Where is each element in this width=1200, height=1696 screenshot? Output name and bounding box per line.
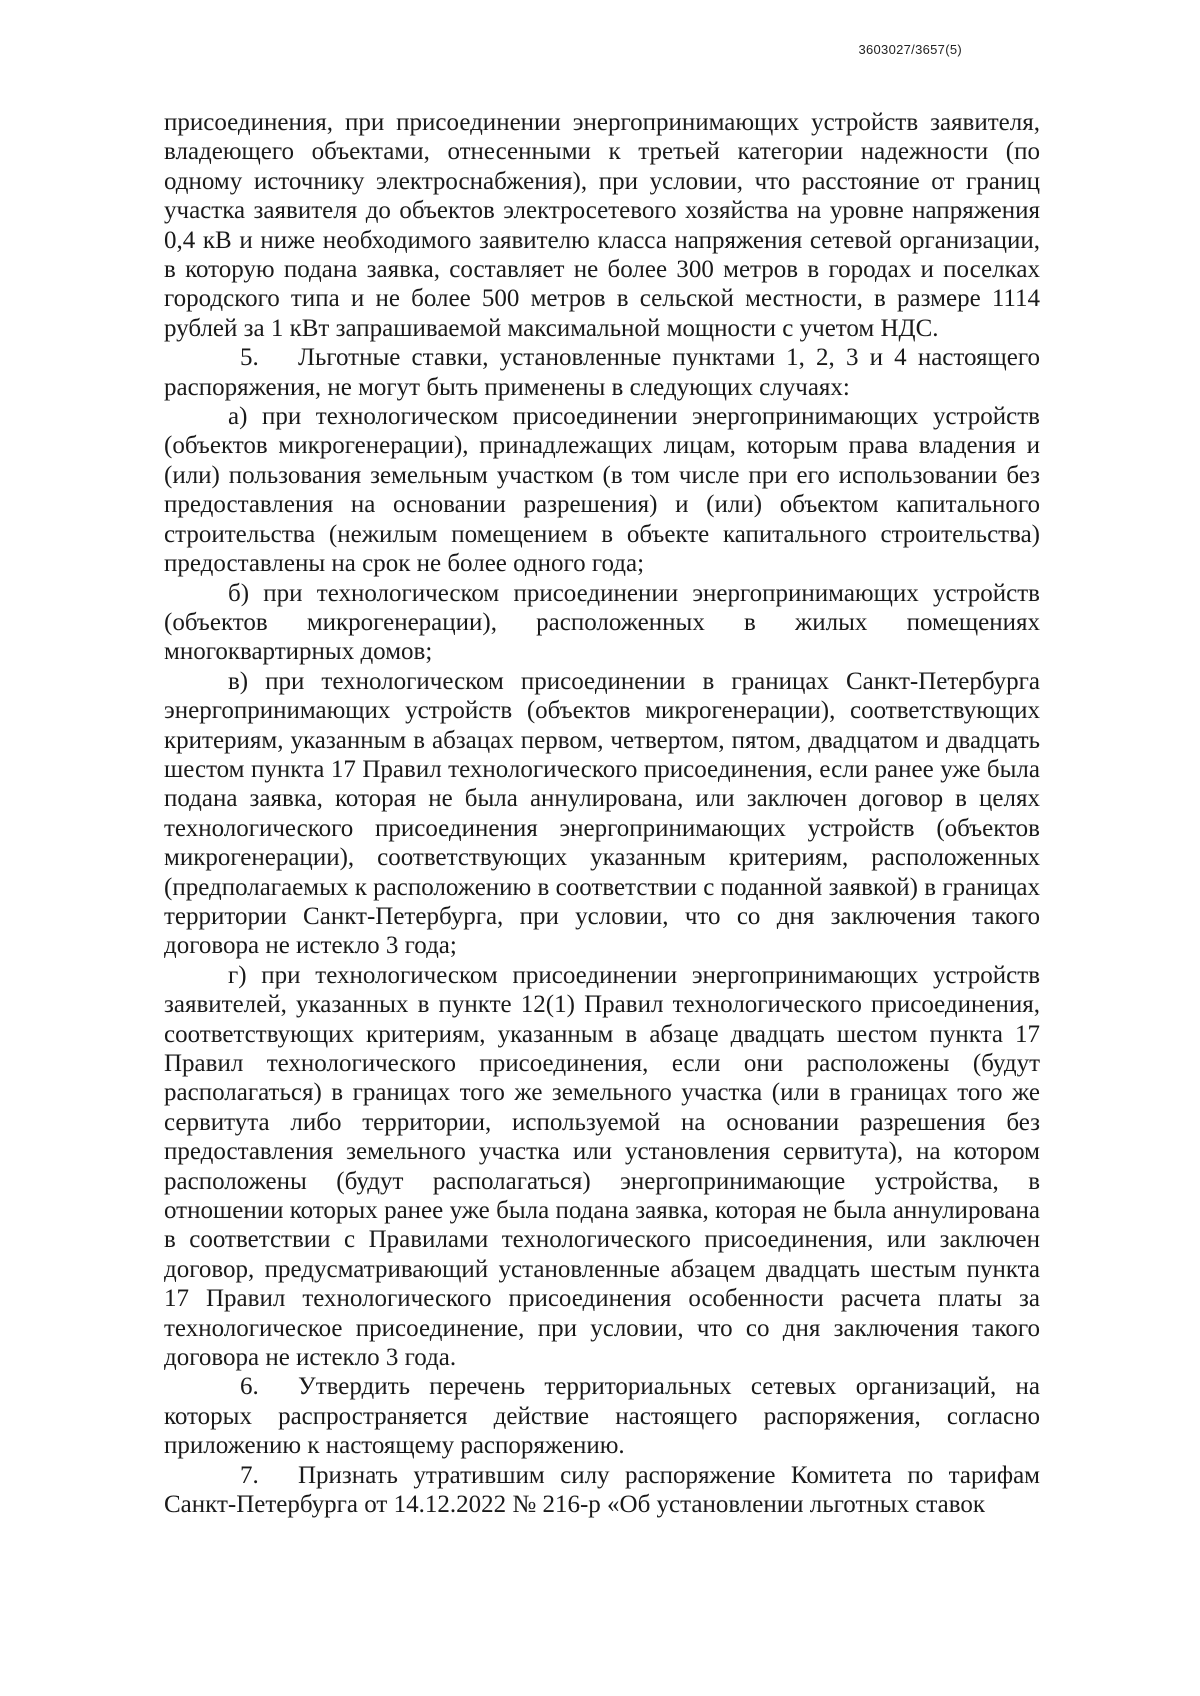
document-registration-number: 3603027/3657(5): [858, 42, 962, 57]
paragraph-5-item-g: г) при технологическом присоединении энергопринимающих устройств заявителей, указанных в пункте 12(1) Правил технологического присоединения, соответствующих критериям, указанным в абзаце двадцать шестом пункта 17 Правил технологического присоединения, если они расположены (будут располагаться) в границах того же земельного участка (или в границах того же сервитута либо территории, используемой на основании разрешения без предоставления земельного участка или установления сервитута), на котором расположены (будут располагаться) энергопринимающие устройства, в отношении которых ранее уже была подана заявка, которая не была аннулирована в соответствии с Правилами технологического присоединения, или заключен договор, предусматривающий установленные абзацем двадцать шестым пункта 17 Правил технологического присоединения особенности расчета платы за технологическое присоединение, при условии, что со дня заключения такого договора не истекло 3 года.: [164, 961, 1040, 1372]
paragraph-5-item-a: а) при технологическом присоединении энергопринимающих устройств (объектов микрогенерации), принадлежащих лицам, которым права владения и (или) пользования земельным участком (в том числе при его использовании без предоставления на основании разрешения) и (или) объектом капитального строительства (нежилым помещением в объекте капитального строительства) предоставлены на срок не более одного года;: [164, 403, 1040, 578]
paragraph-7-number: 7.: [240, 1461, 259, 1489]
paragraph-7-text: Признать утратившим силу распоряжение Комитета по тарифам Санкт-Петербурга от 14.12.2022 № 216-р «Об установлении льготных ставок: [164, 1461, 1040, 1519]
paragraph-6-text: Утвердить перечень территориальных сетевых организаций, на которых распространяется действие настоящего распоряжения, согласно приложению к настоящему распоряжению.: [164, 1373, 1040, 1460]
document-body: [164, 108, 1040, 1520]
paragraph-7: [164, 1461, 1040, 1520]
paragraph-5: [164, 343, 1040, 402]
paragraph-6: [164, 1372, 1040, 1460]
paragraph-5-item-v: в) при технологическом присоединении в границах Санкт-Петербурга энергопринимающих устройств (объектов микрогенерации), соответствующих критериям, указанным в абзацах первом, четвертом, пятом, двадцатом и двадцать шестом пункта 17 Правил технологического присоединения, если ранее уже была подана заявка, которая не была аннулирована, или заключен договор в целях технологического присоединения энергопринимающих устройств (объектов микрогенерации), соответствующих указанным критериям, расположенных (предполагаемых к расположению в соответствии с поданной заявкой) в границах территории Санкт-Петербурга, при условии, что со дня заключения такого договора не истекло 3 года;: [164, 667, 1040, 960]
paragraph-5-item-b: б) при технологическом присоединении энергопринимающих устройств (объектов микрогенерации), расположенных в жилых помещениях многоквартирных домов;: [164, 579, 1040, 666]
paragraph-5-text: Льготные ставки, установленные пунктами 1, 2, 3 и 4 настоящего распоряжения, не могут быть применены в следующих случаях:: [164, 344, 1040, 401]
paragraph-6-number: 6.: [240, 1373, 259, 1401]
paragraph-5-number: 5.: [240, 344, 259, 372]
paragraph-continuation: присоединения, при присоединении энергопринимающих устройств заявителя, владеющего объектами, отнесенными к третьей категории надежности (по одному источнику электроснабжения), при условии, что расстояние от границ участка заявителя до объектов электросетевого хозяйства на уровне напряжения 0,4 кВ и ниже необходимого заявителю класса напряжения сетевой организации, в которую подана заявка, составляет не более 300 метров в городах и поселках городского типа и не более 500 метров в сельской местности, в размере 1114 рублей за 1 кВт запрашиваемой максимальной мощности с учетом НДС.: [164, 109, 1040, 342]
